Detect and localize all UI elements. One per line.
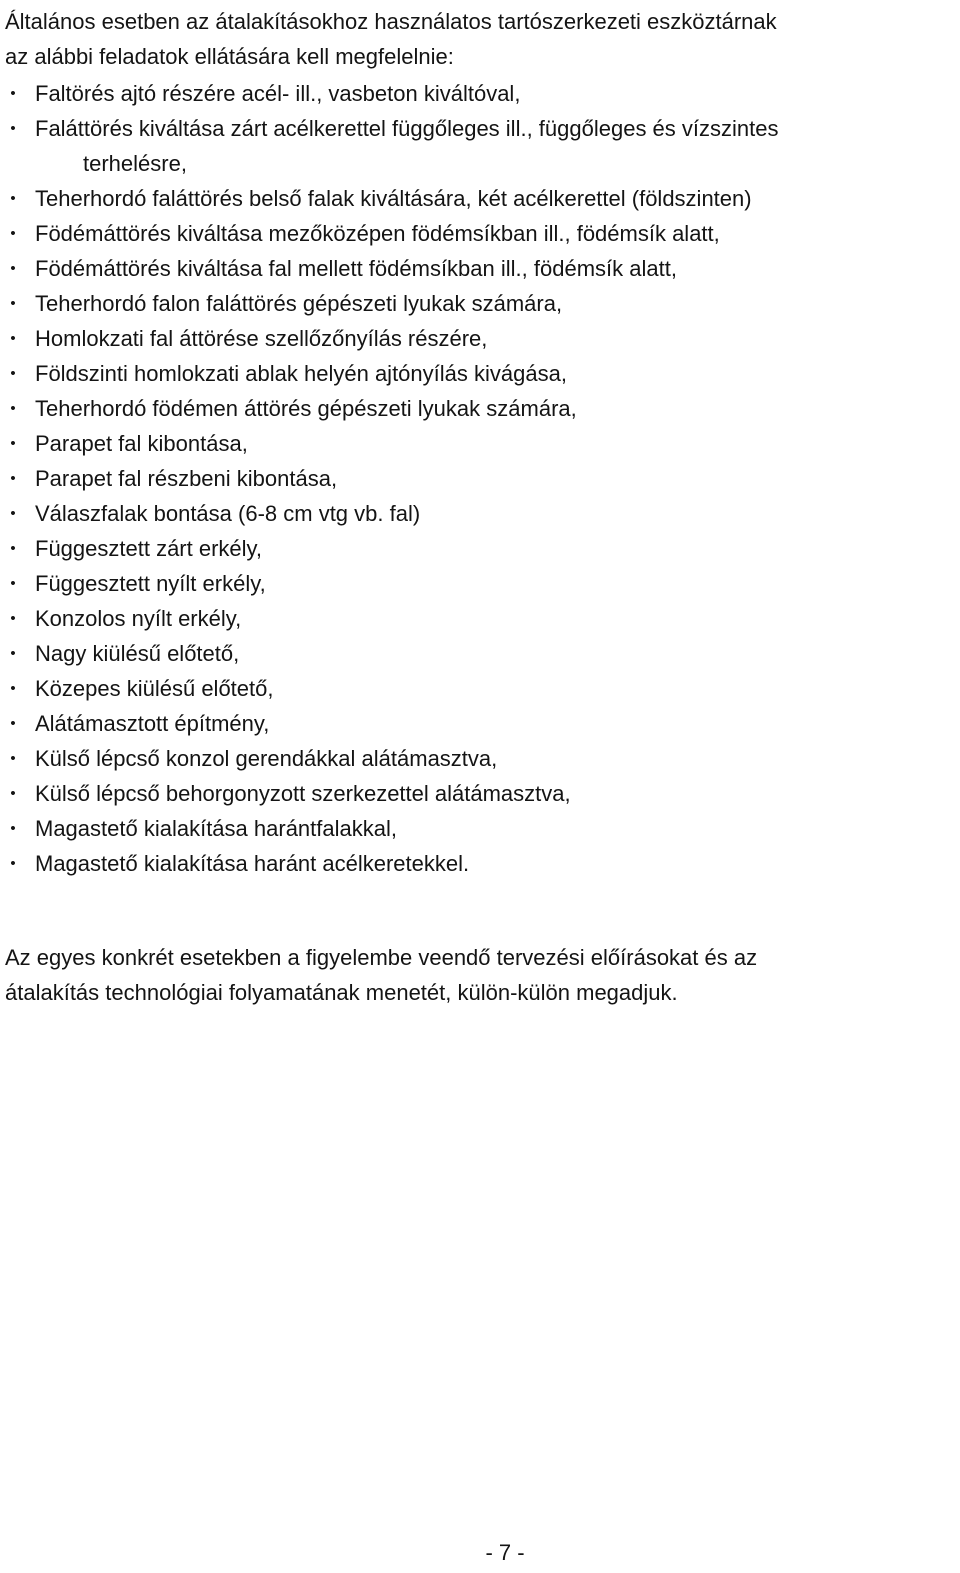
bullet-icon: • [10,365,16,382]
bullet-icon: • [10,540,16,557]
list-item [0,111,960,181]
bullet-icon: • [10,645,16,662]
bullet-icon: • [10,750,16,767]
list-item [0,216,960,251]
intro-paragraph [5,4,955,74]
bullet-icon: • [10,610,16,627]
bullet-icon: • [10,330,16,347]
requirements-list [0,76,960,881]
bullet-icon: • [10,470,16,487]
list-item [0,76,960,111]
list-item-text: Külső lépcső konzol gerendákkal alátámasztva, [35,746,498,771]
bullet-icon: • [10,820,16,837]
list-item-text: Közepes kiülésű előtető, [35,676,274,701]
list-item [0,251,960,286]
bullet-icon: • [10,295,16,312]
bullet-icon: • [10,260,16,277]
bullet-icon: • [10,785,16,802]
list-item-text: Födémáttörés kiváltása fal mellett födémsíkban ill., födémsík alatt, [35,256,677,281]
list-item-text: Parapet fal részbeni kibontása, [35,466,338,491]
bullet-icon: • [10,505,16,522]
list-item [0,706,960,741]
list-item-text: Födémáttörés kiváltása mezőközépen födémsíkban ill., födémsík alatt, [35,221,720,246]
bullet-icon: • [10,855,16,872]
closing-line-2: átalakítás technológiai folyamatának menetét, külön-külön megadjuk. [5,980,678,1005]
bullet-icon: • [10,715,16,732]
list-item-text: Függesztett zárt erkély, [35,536,263,561]
list-item-text: Alátámasztott építmény, [35,711,270,736]
list-item-text: Teherhordó faláttörés belső falak kiváltására, két acélkerettel (földszinten) [35,186,752,211]
list-item [0,601,960,636]
list-item [0,181,960,216]
list-item-text: Magastető kialakítása harántfalakkal, [35,816,397,841]
list-item-text: Függesztett nyílt erkély, [35,571,266,596]
list-item [0,531,960,566]
intro-line-1: Általános esetben az átalakításokhoz használatos tartószerkezeti eszköztárnak [5,9,777,34]
closing-paragraph [5,940,955,1010]
list-item-text: Külső lépcső behorgonyzott szerkezettel alátámasztva, [35,781,571,806]
list-item [0,496,960,531]
list-item [0,636,960,671]
list-item [0,846,960,881]
list-item [0,461,960,496]
list-item [0,286,960,321]
list-item [0,356,960,391]
bullet-icon: • [10,680,16,697]
bullet-icon: • [10,225,16,242]
bullet-icon: • [10,120,16,137]
list-item [0,321,960,356]
list-item-text: Földszinti homlokzati ablak helyén ajtónyílás kivágása, [35,361,567,386]
intro-line-2: az alábbi feladatok ellátására kell megfelelnie: [5,44,454,69]
page-number: - 7 - [485,1540,525,1565]
list-item-text: Faláttörés kiváltása zárt acélkerettel függőleges ill., függőleges és vízszintes [35,116,779,141]
list-item [0,426,960,461]
list-item [0,811,960,846]
list-item [0,776,960,811]
list-item [0,671,960,706]
list-item-text: Parapet fal kibontása, [35,431,248,456]
list-item-text: Magastető kialakítása haránt acélkeretekkel. [35,851,470,876]
list-item [0,566,960,601]
list-item-text: Teherhordó födémen áttörés gépészeti lyukak számára, [35,396,577,421]
list-item-text: Homlokzati fal áttörése szellőzőnyílás részére, [35,326,488,351]
list-item-text: Válaszfalak bontása (6-8 cm vtg vb. fal) [35,501,421,526]
list-item [0,391,960,426]
bullet-icon: • [10,400,16,417]
list-item [0,741,960,776]
list-item-text: Faltörés ajtó részére acél- ill., vasbeton kiváltóval, [35,81,521,106]
bullet-icon: • [10,85,16,102]
bullet-icon: • [10,190,16,207]
list-item-text: Nagy kiülésű előtető, [35,641,240,666]
bullet-icon: • [10,575,16,592]
list-item-text: Teherhordó falon faláttörés gépészeti lyukak számára, [35,291,563,316]
list-item-continuation: terhelésre, [83,151,187,176]
bullet-icon: • [10,435,16,452]
list-item-text: Konzolos nyílt erkély, [35,606,242,631]
closing-line-1: Az egyes konkrét esetekben a figyelembe veendő tervezési előírásokat és az [5,945,758,970]
